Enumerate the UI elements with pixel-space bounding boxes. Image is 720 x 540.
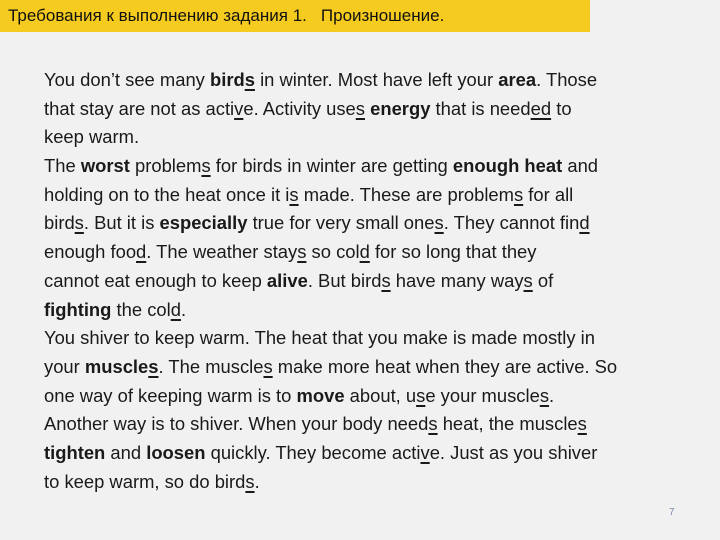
text-line [44,181,714,210]
marked-sound: v [234,97,244,119]
paragraph [44,324,714,496]
emphasized-word: s [244,69,255,90]
text-run: about, u [344,384,417,406]
text-line [44,152,714,181]
text-run: of [532,269,554,291]
marked-sound: s [201,155,211,177]
text-run: to [551,97,572,119]
text-run: heat, the muscle [437,413,578,435]
text-run: that is need [430,97,531,119]
text-run: problem [129,155,202,177]
text-run: e your muscle [425,384,540,406]
emphasized-word: especially [159,212,248,234]
text-run: make more heat when they are active. So [272,355,618,377]
marked-sound: s [297,241,307,263]
emphasized-word: tighten [44,441,106,463]
marked-sound: s [434,212,444,234]
text-run: and [105,441,147,463]
text-line [44,353,714,382]
text-run: . [180,298,187,320]
text-line [44,468,714,497]
emphasized-word: fighting [44,298,112,320]
text-run: made. These are problem [298,183,514,205]
text-line [44,209,714,238]
marked-sound: v [420,441,430,463]
text-line [44,123,714,152]
marked-sound: ed [530,97,552,119]
marked-sound: d [579,212,590,234]
marked-sound: s [416,384,426,406]
marked-sound: s [428,413,438,435]
slide-header [0,0,590,32]
marked-sound: d [170,298,181,320]
emphasized-word: energy [370,97,431,119]
text-run: You shiver to keep warm. The heat that you make is made mostly in [44,327,595,349]
text-run: e. Just as you shiver [429,441,598,463]
topic-title: Произношение. [320,6,445,25]
marked-sound: s [523,269,533,291]
marked-sound: s [355,97,365,119]
marked-sound: s [263,355,273,377]
emphasized-word: worst [80,155,130,177]
text-line [44,324,714,353]
text-run: cannot eat enough to keep [44,269,267,291]
text-line [44,382,714,411]
text-run: bird [44,212,75,234]
marked-sound: s [289,183,299,205]
emphasized-word: bird [209,69,245,90]
text-run: enough foo [44,241,137,263]
text-run: so col [306,241,360,263]
text-run: and [562,155,599,177]
text-run: keep warm. [44,126,140,148]
reading-text [44,66,714,496]
text-run: in winter. Most have left your [254,69,499,90]
text-run: for so long that they [369,241,537,263]
text-line [44,238,714,267]
text-line [44,95,714,124]
text-line [44,296,714,325]
text-run: quickly. They become acti [205,441,421,463]
text-run: that stay are not as acti [44,97,235,119]
text-run: . The weather stay [146,241,298,263]
text-line [44,66,714,95]
text-run: . The muscle [158,355,264,377]
text-run: your [44,355,85,377]
text-line [44,439,714,468]
emphasized-word: muscle [84,355,149,377]
text-run: . [254,470,260,492]
text-run: e. Activity use [243,97,356,119]
text-run: the col [111,298,171,320]
emphasized-word: loosen [146,441,206,463]
text-run: You don’t see many [44,69,210,90]
marked-sound: s [513,183,524,205]
paragraph [44,66,714,152]
text-line [44,267,714,296]
emphasized-word: move [296,384,345,406]
text-run: . But it is [83,212,160,234]
marked-sound: d [136,241,147,263]
text-run: . They cannot fin [443,212,580,234]
marked-sound: s [381,269,391,291]
emphasized-word: enough heat [452,155,563,177]
paragraph [44,152,714,324]
text-run: for all [523,183,574,205]
marked-sound: d [359,241,370,263]
marked-sound: s [74,212,84,234]
text-run: Another way is to shiver. When your body need [44,413,429,435]
page-number: 7 [669,507,675,518]
emphasized-word: s [148,355,159,377]
text-run: . [549,384,555,406]
text-run: true for very small one [247,212,435,234]
marked-sound: s [539,384,550,406]
emphasized-word: alive [266,269,308,291]
emphasized-word: area [498,69,537,90]
text-line [44,410,714,439]
text-run: have many way [390,269,524,291]
text-run: holding on to the heat once it i [44,183,290,205]
marked-sound: s [577,413,587,435]
text-run: The [44,155,81,177]
text-run: to keep warm, so do bird [44,470,246,492]
text-run: one way of keeping warm is to [44,384,297,406]
marked-sound: s [245,470,255,492]
text-run: . Those [536,69,598,90]
text-run: for birds in winter are getting [210,155,453,177]
task-title: Требования к выполнению задания 1. [8,6,307,25]
text-run: . But bird [307,269,382,291]
